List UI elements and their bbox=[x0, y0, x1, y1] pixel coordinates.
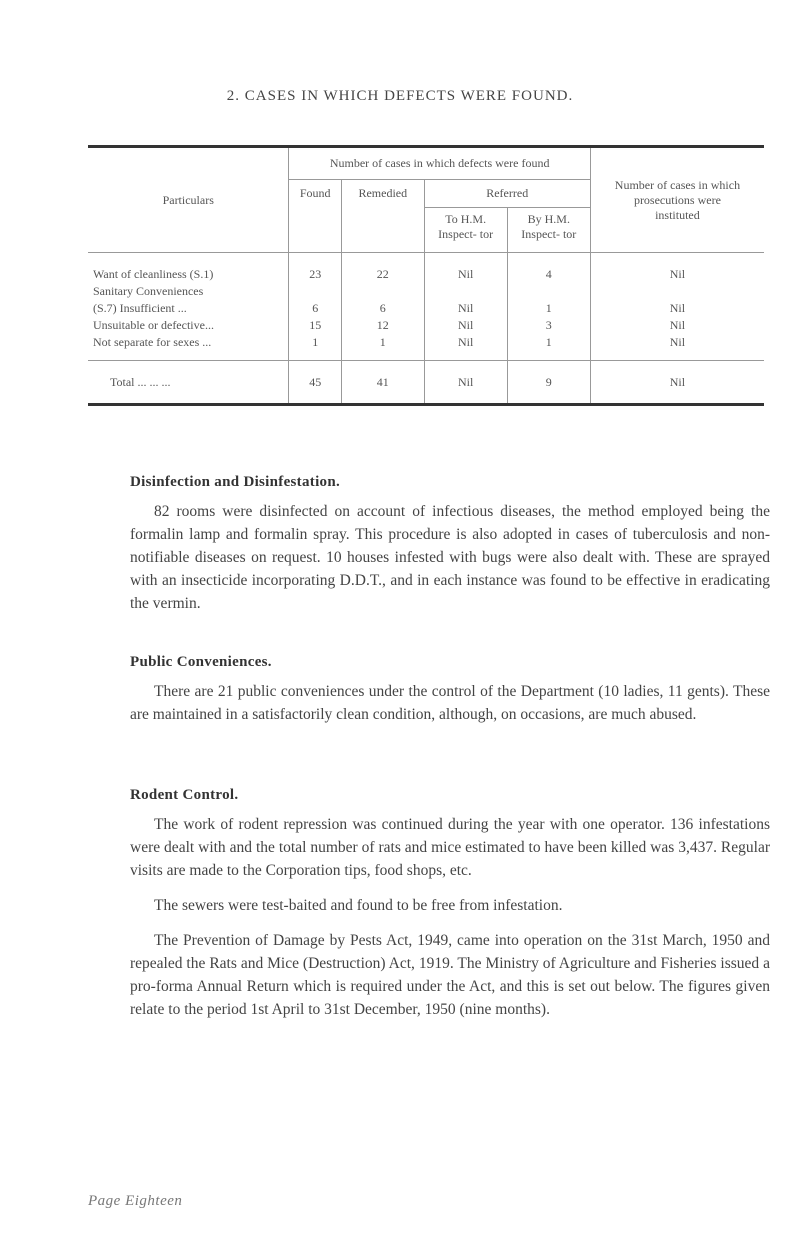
rodent-control-paragraph-2: The sewers were test-baited and found to be free from infestation. bbox=[154, 897, 563, 914]
defects-table bbox=[88, 145, 764, 406]
disinfection-heading: Disinfection and Disinfestation. bbox=[130, 474, 341, 490]
table-row bbox=[88, 334, 764, 361]
col-referred: Referred bbox=[424, 180, 590, 208]
total-to-hm: Nil bbox=[424, 361, 507, 405]
row-found: 1 bbox=[289, 334, 342, 361]
table-row bbox=[88, 317, 764, 334]
row-to-hm: Nil bbox=[424, 300, 507, 317]
disinfection-text: 82 rooms were disinfected on account of infectious diseases, the method employed being the formalin lamp and formalin spray. This procedure is also adopted in cases of tuberculosis and non-notifiable diseases on request. 10 houses infested with bugs were also dealt with. These are sprayed with an insecticide incorporating D.D.T., and in each instance was found to be effective in eradicating the vermin. bbox=[130, 503, 770, 612]
row-remedied bbox=[342, 283, 425, 300]
col-found: Found bbox=[289, 180, 342, 253]
table-total-row bbox=[88, 361, 764, 405]
row-found: 23 bbox=[289, 253, 342, 284]
total-label: Total ... ... ... bbox=[88, 361, 289, 405]
rodent-control-paragraph-1: The work of rodent repression was continued during the year with one operator. 136 infestations were dealt with and the total number of rats and mice estimated to have been killed was 3,437. Regular visits are made to the Corporation tips, food shops, etc. bbox=[130, 816, 770, 879]
row-prosecutions bbox=[590, 283, 764, 300]
row-by-hm: 4 bbox=[507, 253, 590, 284]
row-by-hm: 3 bbox=[507, 317, 590, 334]
row-prosecutions: Nil bbox=[590, 300, 764, 317]
row-particular: Not separate for sexes ... bbox=[93, 335, 212, 349]
col-prosecutions: Number of cases in which prosecutions were instituted bbox=[590, 147, 764, 253]
row-remedied: 6 bbox=[342, 300, 425, 317]
page-footer: Page Eighteen bbox=[88, 1193, 183, 1209]
row-particular: (S.7) Insufficient ... bbox=[93, 301, 187, 315]
total-found: 45 bbox=[289, 361, 342, 405]
row-particular: Want of cleanliness (S.1) bbox=[93, 267, 214, 281]
col-by-hm: By H.M. Inspect- tor bbox=[507, 208, 590, 253]
row-prosecutions: Nil bbox=[590, 253, 764, 284]
public-conveniences-heading: Public Conveniences. bbox=[130, 654, 272, 670]
row-particular: Unsuitable or defective... bbox=[93, 318, 214, 332]
total-prosecutions: Nil bbox=[590, 361, 764, 405]
row-prosecutions: Nil bbox=[590, 334, 764, 361]
row-by-hm bbox=[507, 283, 590, 300]
row-by-hm: 1 bbox=[507, 334, 590, 361]
row-found: 15 bbox=[289, 317, 342, 334]
row-to-hm: Nil bbox=[424, 317, 507, 334]
col-particulars: Particulars bbox=[88, 147, 289, 253]
row-remedied: 1 bbox=[342, 334, 425, 361]
row-to-hm: Nil bbox=[424, 253, 507, 284]
col-to-hm: To H.M. Inspect- tor bbox=[424, 208, 507, 253]
table-row bbox=[88, 253, 764, 284]
row-prosecutions: Nil bbox=[590, 317, 764, 334]
public-conveniences-section bbox=[130, 651, 770, 726]
col-cases-group: Number of cases in which defects were found bbox=[289, 147, 590, 180]
row-to-hm: Nil bbox=[424, 334, 507, 361]
row-by-hm: 1 bbox=[507, 300, 590, 317]
row-remedied: 12 bbox=[342, 317, 425, 334]
rodent-control-section bbox=[130, 784, 770, 1021]
row-remedied: 22 bbox=[342, 253, 425, 284]
total-remedied: 41 bbox=[342, 361, 425, 405]
public-conveniences-text: There are 21 public conveniences under the control of the Department (10 ladies, 11 gents). These are maintained in a satisfactorily clean condition, although, on occasions, are much abused. bbox=[130, 683, 770, 723]
row-found: 6 bbox=[289, 300, 342, 317]
total-by-hm: 9 bbox=[507, 361, 590, 405]
row-found bbox=[289, 283, 342, 300]
disinfection-section bbox=[130, 471, 770, 615]
table-row bbox=[88, 283, 764, 300]
page-title: 2. CASES IN WHICH DEFECTS WERE FOUND. bbox=[226, 88, 574, 104]
col-remedied: Remedied bbox=[342, 180, 425, 253]
row-to-hm bbox=[424, 283, 507, 300]
rodent-control-heading: Rodent Control. bbox=[130, 787, 239, 803]
row-particular: Sanitary Conveniences bbox=[93, 284, 204, 298]
table-row bbox=[88, 300, 764, 317]
rodent-control-paragraph-3: The Prevention of Damage by Pests Act, 1949, came into operation on the 31st March, 1950 and repealed the Rats and Mice (Destruction) Act, 1919. The Ministry of Agriculture and Fisheries issued a pro-forma Annual Return which is required under the Act, and this is set out below. The figures given relate to the period 1st April to 31st December, 1950 (nine months). bbox=[130, 932, 770, 1018]
